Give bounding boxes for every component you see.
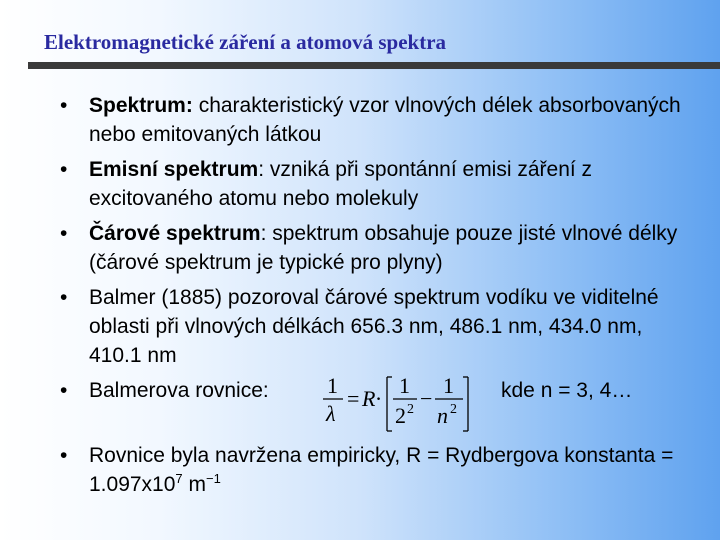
bullet-marker: • bbox=[60, 444, 68, 467]
bullet-marker: • bbox=[60, 94, 68, 117]
bullet-marker: • bbox=[60, 222, 68, 245]
slide-title: Elektromagnetické záření a atomová spektra bbox=[44, 30, 447, 54]
eq-r: R· bbox=[362, 386, 381, 411]
eq-one: 1 bbox=[443, 373, 454, 398]
eq-lambda: λ bbox=[326, 401, 336, 426]
list-item bbox=[0, 219, 720, 277]
list-item bbox=[0, 441, 720, 499]
list-item-equation bbox=[0, 373, 720, 428]
eq-equals: = bbox=[347, 386, 360, 411]
term-label: Emisní spektrum bbox=[89, 158, 259, 181]
equation-row bbox=[89, 373, 690, 428]
title-divider bbox=[28, 62, 720, 69]
item-text: : spektrum obsahuje pouze jisté vlnové délky (čárové spektrum je typické pro plyny) bbox=[89, 222, 678, 274]
bullet-marker: • bbox=[60, 286, 68, 309]
unit-text: m bbox=[182, 473, 206, 496]
eq-minus: − bbox=[420, 386, 433, 411]
eq-one: 1 bbox=[399, 373, 410, 398]
bullet-marker: • bbox=[60, 158, 68, 181]
bullet-marker: • bbox=[60, 379, 68, 402]
equation-condition: kde n = 3, 4… bbox=[501, 379, 633, 402]
eq-exponent: 2 bbox=[407, 402, 414, 417]
bullet-list bbox=[0, 91, 720, 505]
exponent: 7 bbox=[175, 471, 183, 486]
eq-exponent: 2 bbox=[450, 402, 457, 417]
item-text: Balmer (1885) pozoroval čárové spektrum vodíku ve viditelné oblasti při vlnových délkách 656.3 nm, 486.1 nm, 434.0 nm, 410.1 nm bbox=[89, 286, 659, 367]
item-text: Rovnice byla navržena empiricky, R = Rydbergova konstanta = 1.097x10 bbox=[89, 444, 674, 496]
equation-label: Balmerova rovnice: bbox=[89, 379, 269, 402]
exponent: −1 bbox=[205, 471, 221, 486]
eq-two: 2 bbox=[395, 403, 406, 428]
item-text: : vzniká při spontánní emisi záření z excitovaného atomu nebo molekuly bbox=[89, 158, 593, 210]
item-text: charakteristický vzor vlnových délek absorbovaných nebo emitovaných látkou bbox=[89, 94, 681, 146]
list-item bbox=[0, 91, 720, 149]
term-label: Čárové spektrum bbox=[89, 222, 261, 245]
list-item bbox=[0, 283, 720, 370]
eq-one: 1 bbox=[327, 373, 338, 398]
list-item bbox=[0, 155, 720, 213]
eq-n: n bbox=[437, 403, 448, 428]
term-label: Spektrum: bbox=[89, 94, 193, 117]
balmer-equation bbox=[321, 371, 481, 435]
